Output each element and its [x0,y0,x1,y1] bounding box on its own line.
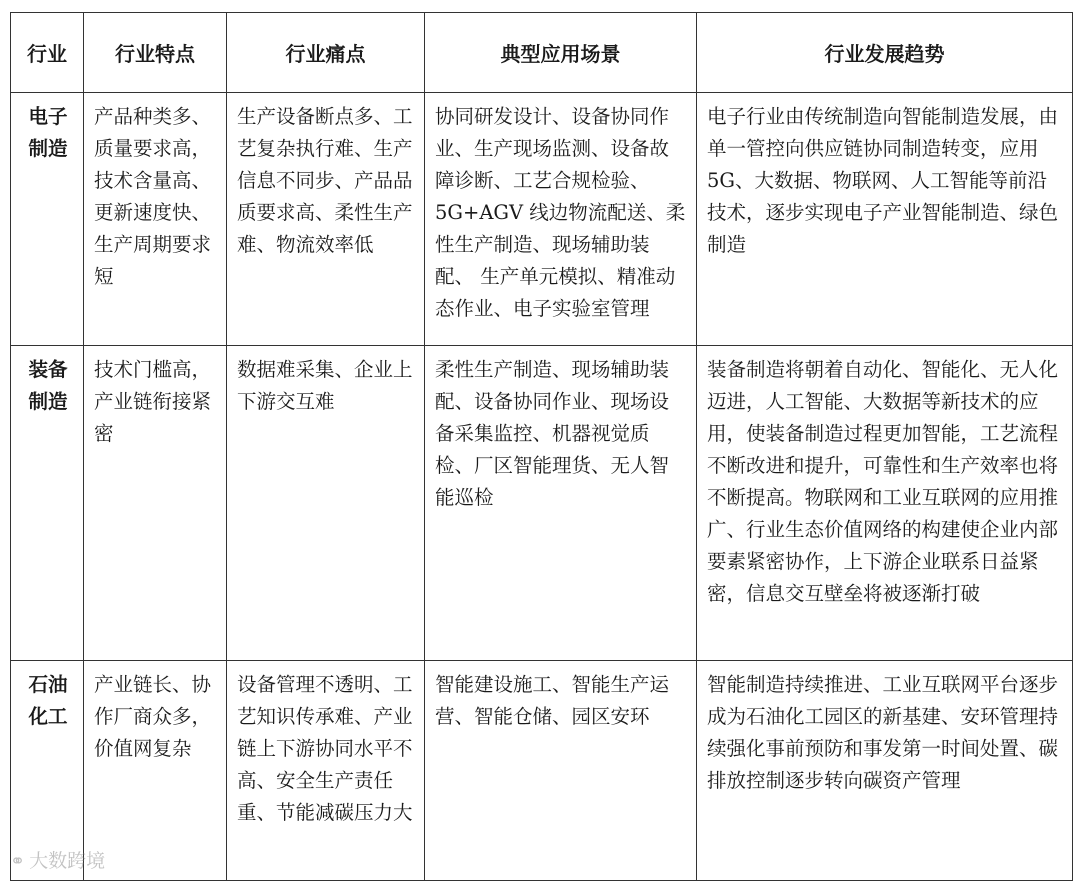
industry-name: 石油化工 [28,673,68,728]
table-row [11,661,1073,881]
pain-points-cell: 数据难采集、企业上下游交互难 [227,346,425,661]
header-row [11,13,1073,93]
trends-cell: 电子行业由传统制造向智能制造发展，由单一管控向供应链协同制造转变，应用 5G、大数据、物联网、人工智能等前沿技术，逐步实现电子产业智能制造、绿色制造 [697,93,1073,346]
table-row [11,93,1073,346]
header-features: 行业特点 [84,13,227,93]
header-industry: 行业 [11,13,84,93]
industry-name: 电子制造 [28,105,68,160]
industry-table [10,12,1073,881]
pain-points-cell: 生产设备断点多、工艺复杂执行难、生产信息不同步、产品品质要求高、柔性生产难、物流效率低 [227,93,425,346]
industry-cell [11,346,84,661]
features-cell: 产品种类多、质量要求高，技术含量高、更新速度快、生产周期要求短 [84,93,227,346]
trends-cell: 智能制造持续推进、工业互联网平台逐步成为石油化工园区的新基建、安环管理持续强化事前预防和事发第一时间处置、碳排放控制逐步转向碳资产管理 [697,661,1073,881]
header-trends: 行业发展趋势 [697,13,1073,93]
industry-name: 装备制造 [28,358,68,413]
table-row [11,346,1073,661]
features-cell: 技术门槛高，产业链衔接紧密 [84,346,227,661]
weibo-logo-icon: ⚭ [10,851,26,872]
header-pain-points: 行业痛点 [227,13,425,93]
scenarios-cell: 协同研发设计、设备协同作业、生产现场监测、设备故障诊断、工艺合规检验、5G+AGV 线边物流配送、柔性生产制造、现场辅助装配、 生产单元模拟、精准动态作业、电子实验室管理 [425,93,697,346]
industry-cell [11,93,84,346]
watermark [10,846,105,873]
scenarios-cell: 柔性生产制造、现场辅助装配、设备协同作业、现场设备采集监控、机器视觉质检、厂区智能理货、无人智能巡检 [425,346,697,661]
scenarios-cell: 智能建设施工、智能生产运营、智能仓储、园区安环 [425,661,697,881]
pain-points-cell: 设备管理不透明、工艺知识传承难、产业链上下游协同水平不高、安全生产责任重、节能减碳压力大 [227,661,425,881]
trends-cell: 装备制造将朝着自动化、智能化、无人化迈进，人工智能、大数据等新技术的应用，使装备制造过程更加智能，工艺流程不断改进和提升，可靠性和生产效率也将不断提高。物联网和工业互联网的应用推广、行业生态价值网络的构建使企业内部要素紧密协作，上下游企业联系日益紧密，信息交互壁垒将被逐渐打破 [697,346,1073,661]
header-scenarios: 典型应用场景 [425,13,697,93]
features-cell: 产业链长、协作厂商众多，价值网复杂 [84,661,227,881]
watermark-text: 大数跨境 [29,850,106,872]
